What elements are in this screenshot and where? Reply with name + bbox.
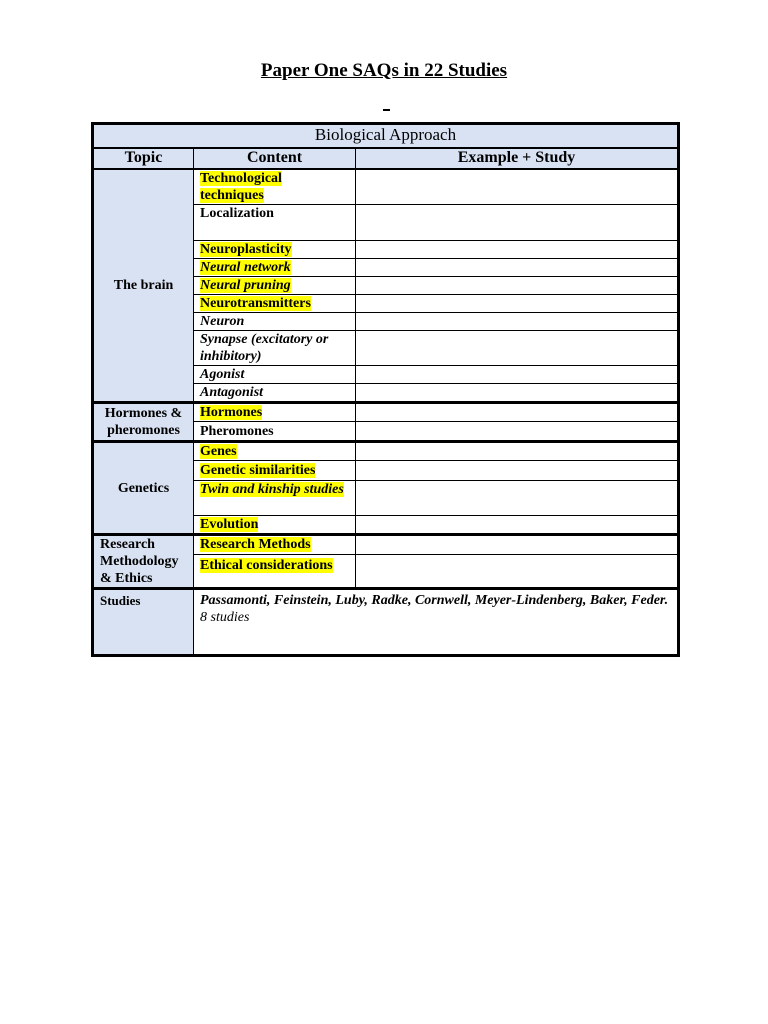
topic-research-methodology <box>93 535 194 589</box>
content-cell <box>194 259 356 277</box>
content-cell <box>194 277 356 295</box>
header-content: Content <box>194 148 356 169</box>
content-cell <box>194 535 356 555</box>
content-cell <box>194 422 356 442</box>
topic-the-brain: The brain <box>93 169 194 403</box>
content-cell <box>194 403 356 422</box>
content-item: Hormones <box>200 405 263 420</box>
topic-line: pheromones <box>107 423 180 438</box>
content-item: Synapse (excitatory or inhibitory) <box>200 332 329 364</box>
example-cell <box>356 313 679 331</box>
topic-line: & Ethics <box>100 571 153 586</box>
example-cell <box>356 403 679 422</box>
example-cell <box>356 241 679 259</box>
topic-line: Hormones & <box>104 406 183 421</box>
content-item: Agonist <box>200 367 245 382</box>
studies-names: Passamonti, Feinstein, Luby, Radke, Cornwell, Meyer-Lindenberg, Baker, Feder. <box>200 593 669 608</box>
approach-heading: Biological Approach <box>93 124 679 149</box>
stray-dash <box>383 109 390 111</box>
content-item: Neurotransmitters <box>200 296 311 311</box>
content-item: Research Methods <box>200 537 311 552</box>
content-item: Neuron <box>200 314 245 329</box>
biological-approach-table <box>91 122 680 657</box>
example-cell <box>356 169 679 205</box>
content-item: Twin and kinship studies <box>200 482 344 497</box>
content-cell <box>194 384 356 403</box>
example-cell <box>356 331 679 366</box>
content-item: Genetic similarities <box>200 463 316 478</box>
content-item: Evolution <box>200 517 259 532</box>
content-cell <box>194 516 356 535</box>
topic-line: Methodology <box>100 554 179 569</box>
content-item: Technological techniques <box>200 171 282 203</box>
content-cell <box>194 169 356 205</box>
content-item: Antagonist <box>200 385 264 400</box>
example-cell <box>356 384 679 403</box>
example-cell <box>356 259 679 277</box>
content-item: Neural network <box>200 260 291 275</box>
content-cell <box>194 241 356 259</box>
example-cell <box>356 516 679 535</box>
example-cell <box>356 422 679 442</box>
content-item: Neural pruning <box>200 278 291 293</box>
content-item: Ethical considerations <box>200 558 333 574</box>
content-cell <box>194 205 356 241</box>
topic-genetics: Genetics <box>93 442 194 535</box>
content-cell <box>194 313 356 331</box>
example-cell <box>356 277 679 295</box>
content-item: Localization <box>200 206 274 221</box>
content-cell <box>194 295 356 313</box>
header-example: Example + Study <box>356 148 679 169</box>
studies-cell <box>194 589 679 656</box>
content-cell <box>194 442 356 461</box>
content-item: Neuroplasticity <box>200 242 292 257</box>
page-title: Paper One SAQs in 22 Studies <box>260 60 508 81</box>
studies-count: 8 studies <box>200 610 250 625</box>
content-cell <box>194 366 356 384</box>
content-cell <box>194 481 356 516</box>
example-cell <box>356 481 679 516</box>
example-cell <box>356 555 679 589</box>
content-cell <box>194 555 356 589</box>
example-cell <box>356 205 679 241</box>
content-item: Pheromones <box>200 423 274 439</box>
example-cell <box>356 295 679 313</box>
content-cell <box>194 331 356 366</box>
example-cell <box>356 461 679 481</box>
topic-studies: Studies <box>93 589 194 656</box>
example-cell <box>356 442 679 461</box>
topic-line: Research <box>100 537 155 552</box>
example-cell <box>356 366 679 384</box>
example-cell <box>356 535 679 555</box>
topic-hormones <box>93 403 194 442</box>
header-topic: Topic <box>93 148 194 169</box>
content-cell <box>194 461 356 481</box>
content-item: Genes <box>200 444 237 459</box>
